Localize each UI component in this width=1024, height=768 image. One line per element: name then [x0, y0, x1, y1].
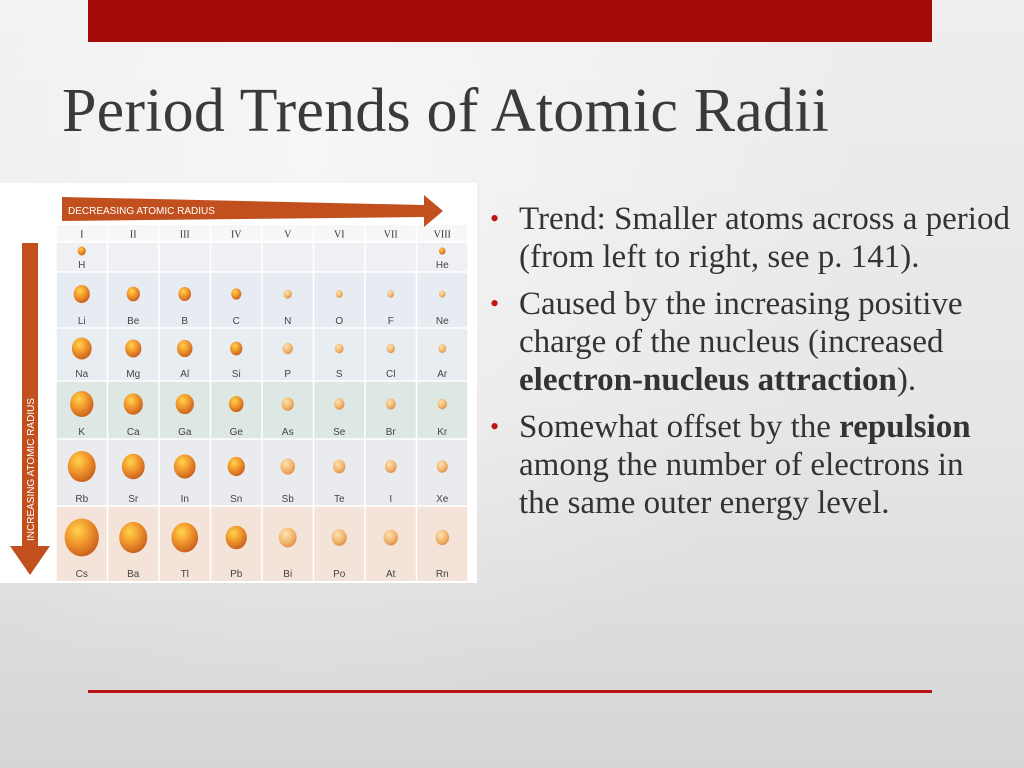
atom-sphere — [439, 247, 445, 254]
element-symbol: Xe — [436, 494, 449, 505]
group-header-label: V — [284, 229, 292, 241]
element-symbol: Pb — [230, 569, 243, 580]
element-symbol: Sr — [128, 494, 139, 505]
element-symbol: Ne — [435, 316, 449, 327]
element-symbol: H — [78, 260, 86, 271]
element-symbol: Se — [333, 427, 346, 438]
element-symbol: Rb — [75, 494, 89, 505]
bullet-text: among the number of electrons in the same outer energy level. — [519, 447, 964, 521]
atom-sphere — [65, 519, 99, 557]
element-symbol: Si — [231, 369, 241, 380]
element-symbol: Mg — [126, 369, 141, 380]
element-symbol: Tl — [180, 569, 189, 580]
element-symbol: Ba — [127, 569, 140, 580]
bottom-rule — [88, 690, 932, 693]
atom-sphere — [279, 528, 297, 548]
increasing-radius-label: INCREASING ATOMIC RADIUS — [26, 398, 37, 541]
element-symbol: Li — [77, 316, 86, 327]
atom-sphere — [119, 522, 147, 553]
element-symbol: Cs — [75, 569, 88, 580]
element-symbol: K — [78, 427, 86, 438]
element-symbol: Al — [180, 369, 190, 380]
bullet-bold-text: repulsion — [839, 409, 971, 445]
atom-sphere — [177, 340, 192, 357]
atom-sphere — [226, 526, 247, 550]
group-header-label: II — [129, 229, 137, 241]
element-symbol: I — [389, 494, 393, 505]
bullet-dot-icon: • — [490, 289, 500, 318]
atom-sphere — [437, 460, 448, 472]
bullet-text: Caused by the increasing positive charge of the nucleus (increased — [519, 286, 963, 360]
group-header-label: VIII — [433, 229, 451, 241]
bullet-list — [490, 200, 1010, 531]
bullet-dot-icon: • — [490, 412, 500, 441]
atom-sphere — [438, 399, 447, 409]
atom-sphere — [385, 460, 397, 473]
atom-sphere — [78, 247, 86, 256]
group-header-label: VII — [383, 229, 398, 241]
top-accent-bar — [88, 0, 932, 42]
atom-sphere — [284, 289, 292, 298]
bullet-dot-icon: • — [490, 204, 500, 233]
element-symbol: In — [180, 494, 189, 505]
element-symbol: Bi — [283, 569, 293, 580]
element-symbol: S — [335, 369, 343, 380]
element-symbol: Na — [75, 369, 89, 380]
decreasing-radius-label: DECREASING ATOMIC RADIUS — [68, 206, 215, 217]
element-symbol: N — [284, 316, 292, 327]
element-symbol: At — [386, 569, 396, 580]
bullet-text: Trend: Smaller atoms across a period (from left to right, see p. 141). — [519, 201, 1010, 275]
atom-sphere — [280, 458, 295, 474]
atom-sphere — [171, 523, 198, 553]
atom-sphere — [174, 454, 196, 478]
group-header-label: VI — [333, 229, 345, 241]
atom-sphere — [438, 344, 446, 353]
atom-sphere — [335, 344, 344, 354]
atom-sphere — [70, 391, 93, 417]
group-header-label: I — [80, 229, 84, 241]
element-symbol: Be — [127, 316, 140, 327]
atom-sphere — [282, 397, 294, 411]
element-symbol: Rn — [435, 569, 449, 580]
element-symbol: Sn — [230, 494, 243, 505]
atom-sphere — [283, 343, 293, 354]
atom-sphere — [386, 399, 396, 410]
atom-sphere — [229, 396, 244, 412]
slide-title: Period Trends of Atomic Radii — [62, 77, 830, 145]
element-symbol: C — [232, 316, 240, 327]
element-symbol: He — [435, 260, 449, 271]
group-header-label: III — [179, 229, 190, 241]
bullet-text: ). — [896, 362, 917, 398]
atom-sphere — [333, 460, 345, 474]
atom-sphere — [334, 398, 344, 409]
element-symbol: Br — [385, 427, 396, 438]
atom-sphere — [74, 285, 90, 303]
atom-sphere — [387, 290, 394, 298]
element-symbol: As — [281, 427, 294, 438]
atom-sphere — [124, 393, 143, 414]
element-symbol: B — [181, 316, 189, 327]
element-symbol: Ga — [178, 427, 192, 438]
bullet-item — [490, 408, 1010, 522]
element-symbol: Sb — [281, 494, 294, 505]
atom-sphere — [435, 530, 449, 545]
atom-sphere — [336, 290, 343, 298]
element-symbol: O — [335, 316, 344, 327]
element-symbol: Kr — [437, 427, 448, 438]
atom-sphere — [384, 530, 398, 546]
element-symbol: Ca — [126, 427, 140, 438]
atom-sphere — [176, 394, 194, 414]
atom-sphere — [127, 287, 140, 302]
element-symbol: F — [387, 316, 394, 327]
atom-sphere — [228, 457, 245, 476]
periodic-table-diagram — [0, 183, 477, 583]
atomic-radius-figure — [0, 183, 477, 583]
atom-sphere — [72, 338, 92, 360]
element-symbol: Po — [333, 569, 346, 580]
element-symbol: Ar — [437, 369, 448, 380]
bullet-text: Somewhat offset by the — [519, 409, 840, 445]
atom-sphere — [122, 454, 145, 479]
atom-sphere — [387, 344, 395, 353]
element-symbol: Ge — [229, 427, 243, 438]
atom-sphere — [439, 290, 445, 297]
bullet-bold-text: electron-nucleus attraction — [519, 362, 897, 398]
element-symbol: P — [284, 369, 292, 380]
bullet-item — [490, 285, 1010, 399]
atom-sphere — [231, 288, 241, 299]
atom-sphere — [178, 287, 191, 301]
bullet-item — [490, 200, 1010, 276]
element-symbol: Te — [333, 494, 345, 505]
atom-sphere — [230, 342, 242, 356]
atom-sphere — [125, 339, 141, 357]
atom-sphere — [68, 451, 96, 482]
atom-sphere — [332, 529, 347, 546]
element-symbol: Cl — [386, 369, 396, 380]
group-header-label: IV — [230, 229, 242, 241]
